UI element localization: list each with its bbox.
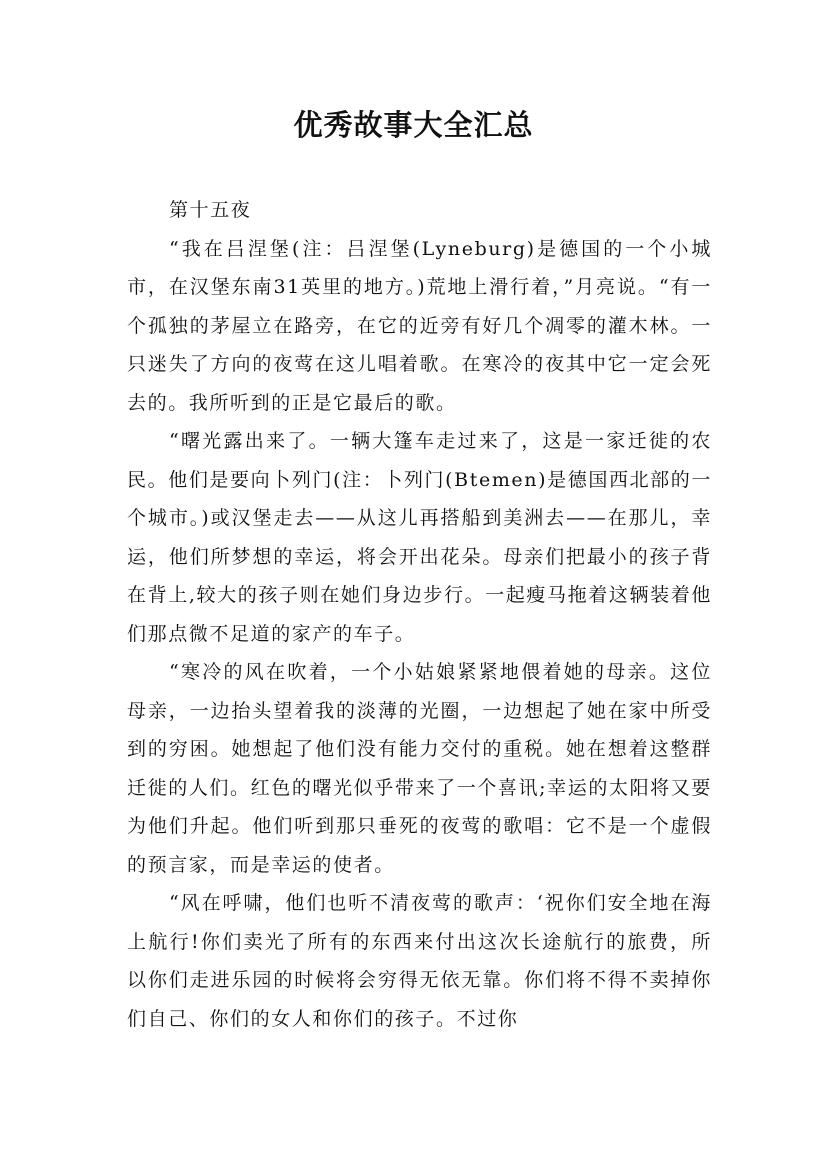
chapter-heading: 第十五夜 xyxy=(169,199,252,221)
paragraph: “寒冷的风在吹着，一个小姑娘紧紧地偎着她的母亲。这位母亲，一边抬头望着我的淡薄的光圈，一边想起了她在家中所受到的穷困。她想起了他们没有能力交付的重税。她在想着这整群迁徙的人们。红色的曙光似乎带来了一个喜讯;幸运的太阳将又要为他们升起。他们听到那只垂死的夜莺的歌唱：它不是一个虚假的预言家，而是幸运的使者。 xyxy=(127,661,712,876)
paragraph: “曙光露出来了。一辆大篷车走过来了，这是一家迁徙的农民。他们是要向卜列门(注：卜列门(Btemen)是德国西北部的一个城市。)或汉堡走去——从这儿再搭船到美洲去——在那儿，幸运，他们所梦想的幸运，将会开出花朵。母亲们把最小的孩子背在背上,较大的孩子则在她们身边步行。一起瘦马拖着这辆装着他们那点微不足道的家产的车子。 xyxy=(127,430,712,645)
document-body xyxy=(127,191,712,1038)
paragraph: “风在呼啸，他们也听不清夜莺的歌声：‘祝你们安全地在海上航行!你们卖光了所有的东西来付出这次长途航行的旅费，所以你们走进乐园的时候将会穷得无依无靠。你们将不得不卖掉你们自己、你们的女人和你们的孩子。不过你 xyxy=(127,892,712,1030)
document-title: 优秀故事大全汇总 xyxy=(293,108,534,142)
paragraph: “我在吕涅堡(注：吕涅堡(Lyneburg)是德国的一个小城市，在汉堡东南31英里的地方。)荒地上滑行着，”月亮说。“有一个孤独的茅屋立在路旁，在它的近旁有好几个凋零的灌木林。一只迷失了方向的夜莺在这儿唱着歌。在寒冷的夜其中它一定会死去的。我所听到的正是它最后的歌。 xyxy=(127,237,712,414)
